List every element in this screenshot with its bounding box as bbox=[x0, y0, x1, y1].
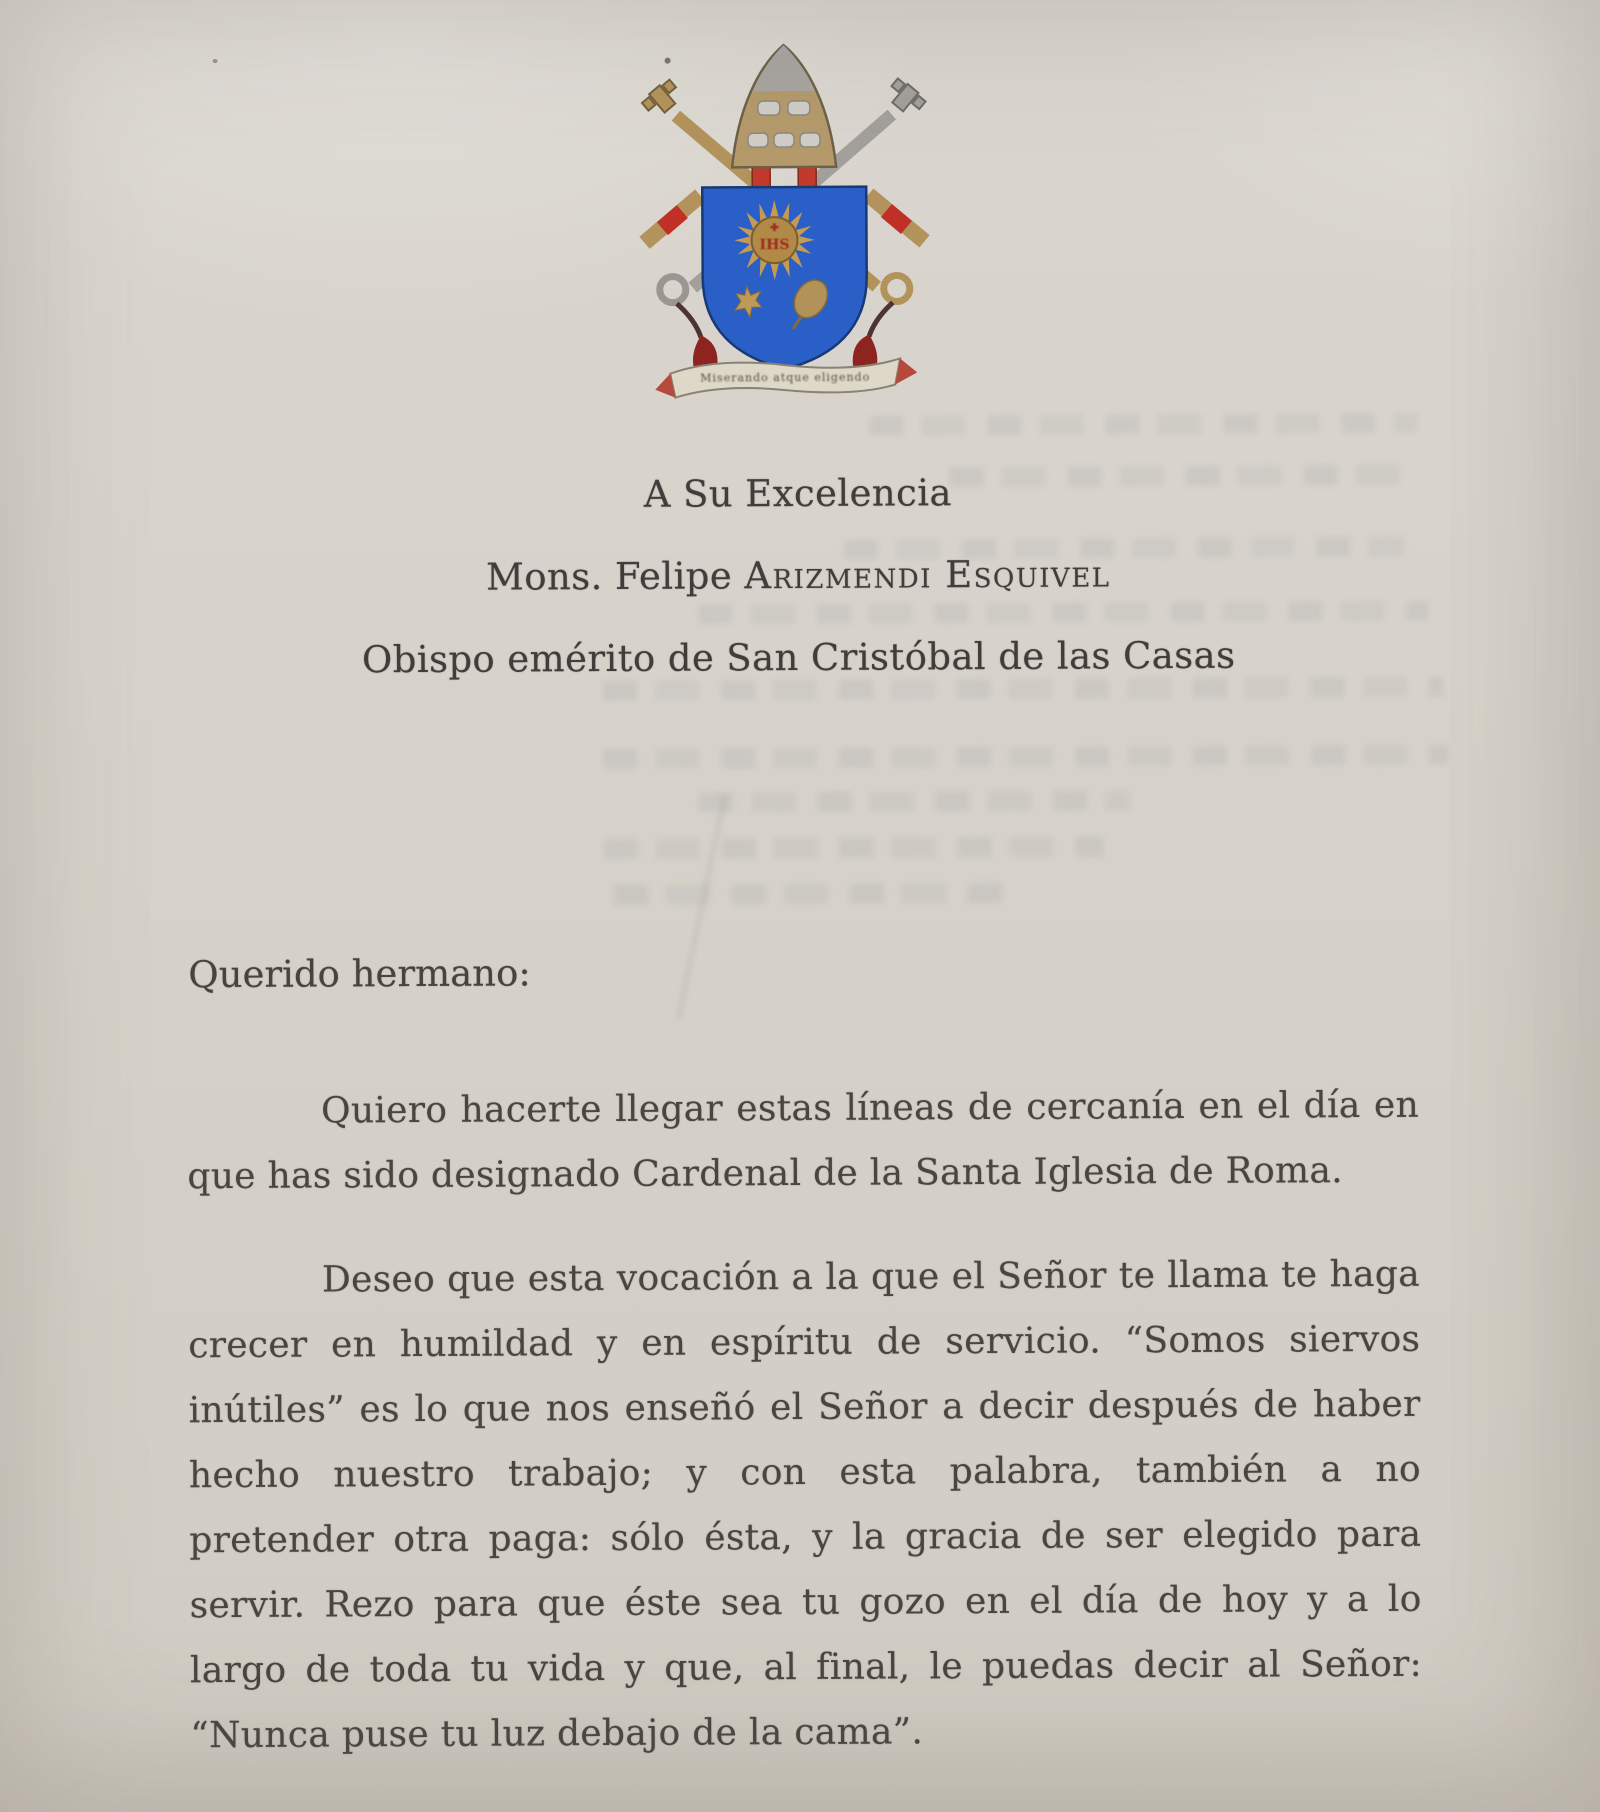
bleed-through-smudge bbox=[869, 413, 1417, 436]
honorific-line: A Su Excelencia bbox=[643, 471, 952, 516]
text-line: crecer en humildad y en espíritu de servicio. “Somos siervos bbox=[188, 1318, 1421, 1367]
bleed-through-smudge bbox=[699, 790, 1129, 812]
text-line: que has sido designado Cardenal de la Santa Iglesia de Roma. bbox=[187, 1150, 1344, 1198]
text-line: servir. Rezo para que éste sea tu gozo en el día de hoy y a lo bbox=[189, 1578, 1422, 1627]
text-line: Deseo que esta vocación a la que el Señor te llama te haga bbox=[321, 1253, 1421, 1301]
name-surnames: Arizmendi Esquivel bbox=[744, 552, 1111, 598]
recipient-name-line bbox=[0, 548, 1598, 604]
text-line: pretender otra paga: sólo ésta, y la gracia de ser elegido para bbox=[189, 1513, 1422, 1562]
text-line: largo de toda tu vida y que, al final, le puedas decir al Señor: bbox=[189, 1643, 1423, 1692]
papal-coat-of-arms bbox=[623, 36, 945, 403]
letter-body bbox=[187, 1073, 1423, 1768]
paragraph bbox=[187, 1073, 1420, 1209]
motto-text: Miserando atque eligendo bbox=[700, 370, 871, 385]
bleed-through-smudge bbox=[604, 836, 1104, 859]
paper-speck bbox=[213, 59, 218, 63]
mitre-icon bbox=[731, 45, 836, 168]
greeting: Querido hermano: bbox=[188, 951, 531, 997]
text-line: inútiles” es lo que nos enseñó el Señor a decir después de haber bbox=[188, 1383, 1421, 1432]
bleed-through-smudge bbox=[698, 601, 1428, 625]
bleed-through-smudge bbox=[603, 745, 1448, 769]
paragraph bbox=[188, 1242, 1423, 1768]
bleed-through-smudge bbox=[614, 883, 1014, 905]
text-line: “Nunca puse tu luz debajo de la cama”. bbox=[190, 1711, 924, 1757]
recipient-title-line: Obispo emérito de San Cristóbal de las Casas bbox=[361, 633, 1236, 682]
svg-text:IHS: IHS bbox=[759, 237, 790, 254]
paper-crease bbox=[677, 795, 727, 1021]
text-line: hecho nuestro trabajo; y con esta palabra, también a no bbox=[188, 1448, 1422, 1497]
name-prefix: Mons. Felipe bbox=[485, 554, 733, 599]
text-line: Quiero hacerte llegar estas líneas de cercanía en el día en bbox=[320, 1084, 1420, 1132]
